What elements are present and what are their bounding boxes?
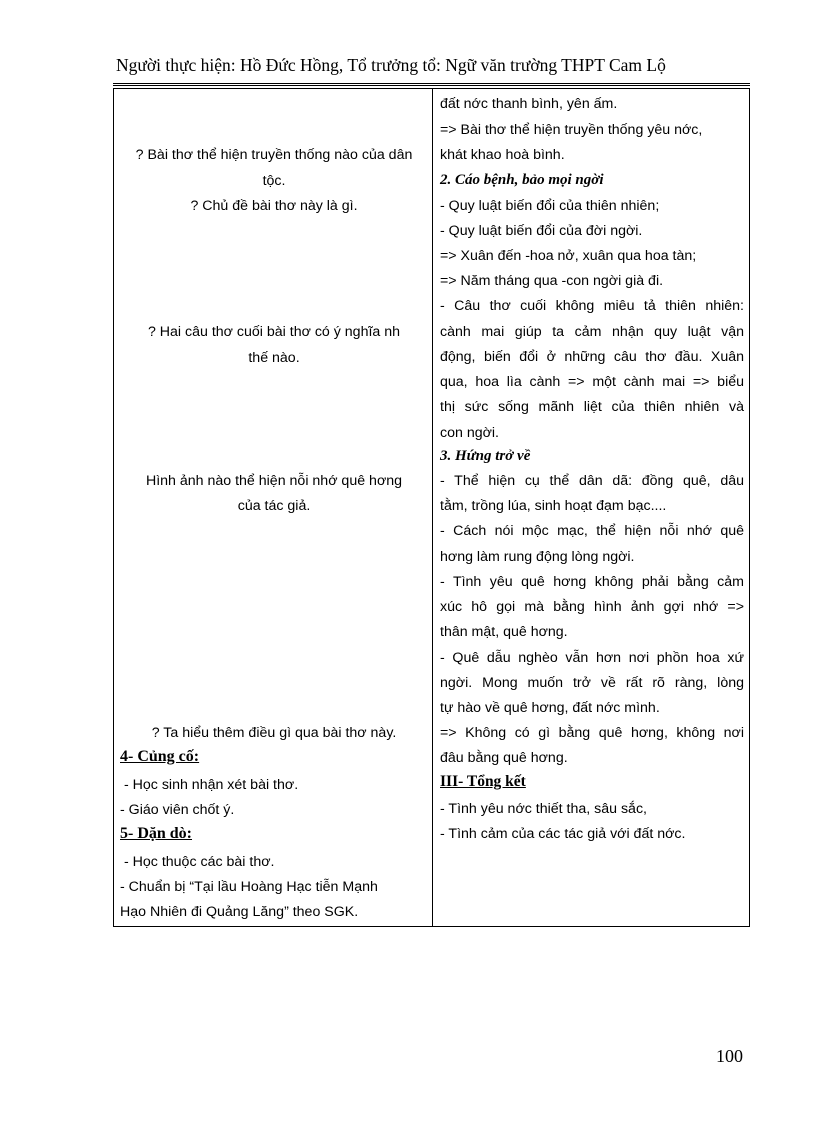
consolidation-item: - Giáo viên chốt ý. [120, 802, 235, 818]
lesson-table [113, 88, 750, 927]
answer-line: - Quê dẫu nghèo vẫn hơn nơi phồn hoa xứ [440, 650, 744, 666]
question-homesick-line2: của tác giả. [237, 498, 311, 514]
answer-line: thị sức sống mãnh liệt của thiên nhiên và [440, 399, 744, 415]
answer-line: cành mai giúp ta cảm nhận quy luật vận [440, 324, 744, 340]
answer-line: => Xuân đến -hoa nở, xuân qua hoa tàn; [440, 248, 697, 264]
answer-line: hơng làm rung động lòng ngời. [440, 549, 635, 565]
question-understand: ? Ta hiểu thêm điều gì qua bài thơ này. [151, 725, 397, 741]
section-heading: 2. Cáo bệnh, bảo mọi ngời [440, 172, 604, 188]
column-divider [432, 89, 433, 926]
homework-item: Hạo Nhiên đi Quảng Lăng” theo SGK. [120, 904, 359, 920]
question-last-lines-line1: ? Hai câu thơ cuối bài thơ có ý nghĩa nh [147, 324, 401, 340]
header-rule [113, 83, 750, 86]
section-heading: 3. Hứng trở về [440, 448, 531, 464]
answer-line: tằm, trồng lúa, sinh hoạt đạm bạc.... [440, 498, 667, 514]
answer-line: => Không có gì bằng quê hơng, không nơi [440, 725, 744, 741]
consolidation-heading: 4- Củng cố: [120, 748, 200, 765]
answer-line: đất nớc thanh bình, yên ấm. [440, 96, 618, 112]
answer-line: - Tình yêu nớc thiết tha, sâu sắc, [440, 801, 647, 817]
answer-line: khát khao hoà bình. [440, 147, 565, 163]
answer-line: qua, hoa lìa cành => một cành mai => biểu [440, 374, 744, 390]
homework-item: - Học thuộc các bài thơ. [124, 854, 275, 870]
answer-line: đâu bằng quê hơng. [440, 750, 568, 766]
answer-line: => Bài thơ thể hiện truyền thống yêu nớc, [440, 122, 703, 138]
question-tradition-line2: tộc. [262, 173, 286, 189]
answer-line: - Quy luật biến đổi của đời ngời. [440, 223, 643, 239]
answer-line: - Tình yêu quê hơng không phải bằng cảm [440, 574, 744, 590]
answer-line: con ngời. [440, 425, 499, 441]
answer-line: - Câu thơ cuối không miêu tả thiên nhiên: [440, 298, 744, 314]
page-number: 100 [716, 1046, 743, 1066]
question-tradition-line1: ? Bài thơ thể hiện truyền thống nào của dân [135, 147, 413, 163]
answer-line: - Tình cảm của các tác giả với đất nớc. [440, 826, 686, 842]
section-heading: III- Tổng kết [440, 773, 526, 790]
answer-line: - Thể hiện cụ thể dân dã: đồng quê, dâu [440, 473, 744, 489]
consolidation-item: - Học sinh nhận xét bài thơ. [124, 777, 299, 793]
answer-line: thân mật, quê hơng. [440, 624, 568, 640]
question-last-lines-line2: thế nào. [248, 350, 300, 366]
page-header: Người thực hiện: Hồ Đức Hồng, Tổ trưởng tổ: Ngữ văn trường THPT Cam Lộ [116, 55, 666, 75]
question-homesick-line1: Hình ảnh nào thể hiện nỗi nhớ quê hơng [145, 473, 403, 489]
homework-heading: 5- Dặn dò: [120, 825, 193, 842]
answer-line: xúc hô gọi mà bằng hình ảnh gợi nhớ => [440, 599, 744, 615]
answer-line: động, biến đổi ở những câu thơ đầu. Xuân [440, 349, 744, 365]
question-theme: ? Chủ đề bài thơ này là gì. [190, 198, 358, 214]
homework-item: - Chuẩn bị “Tại lầu Hoàng Hạc tiễn Mạnh [120, 879, 378, 895]
answer-line: ngời. Mong muốn trở về rất rõ ràng, lòng [440, 675, 744, 691]
answer-line: tự hào về quê hơng, đất nớc mình. [440, 700, 660, 716]
answer-line: - Cách nói mộc mạc, thể hiện nỗi nhớ quê [440, 523, 744, 539]
answer-line: - Quy luật biến đổi của thiên nhiên; [440, 198, 660, 214]
answer-line: => Năm tháng qua -con ngời già đi. [440, 273, 664, 289]
